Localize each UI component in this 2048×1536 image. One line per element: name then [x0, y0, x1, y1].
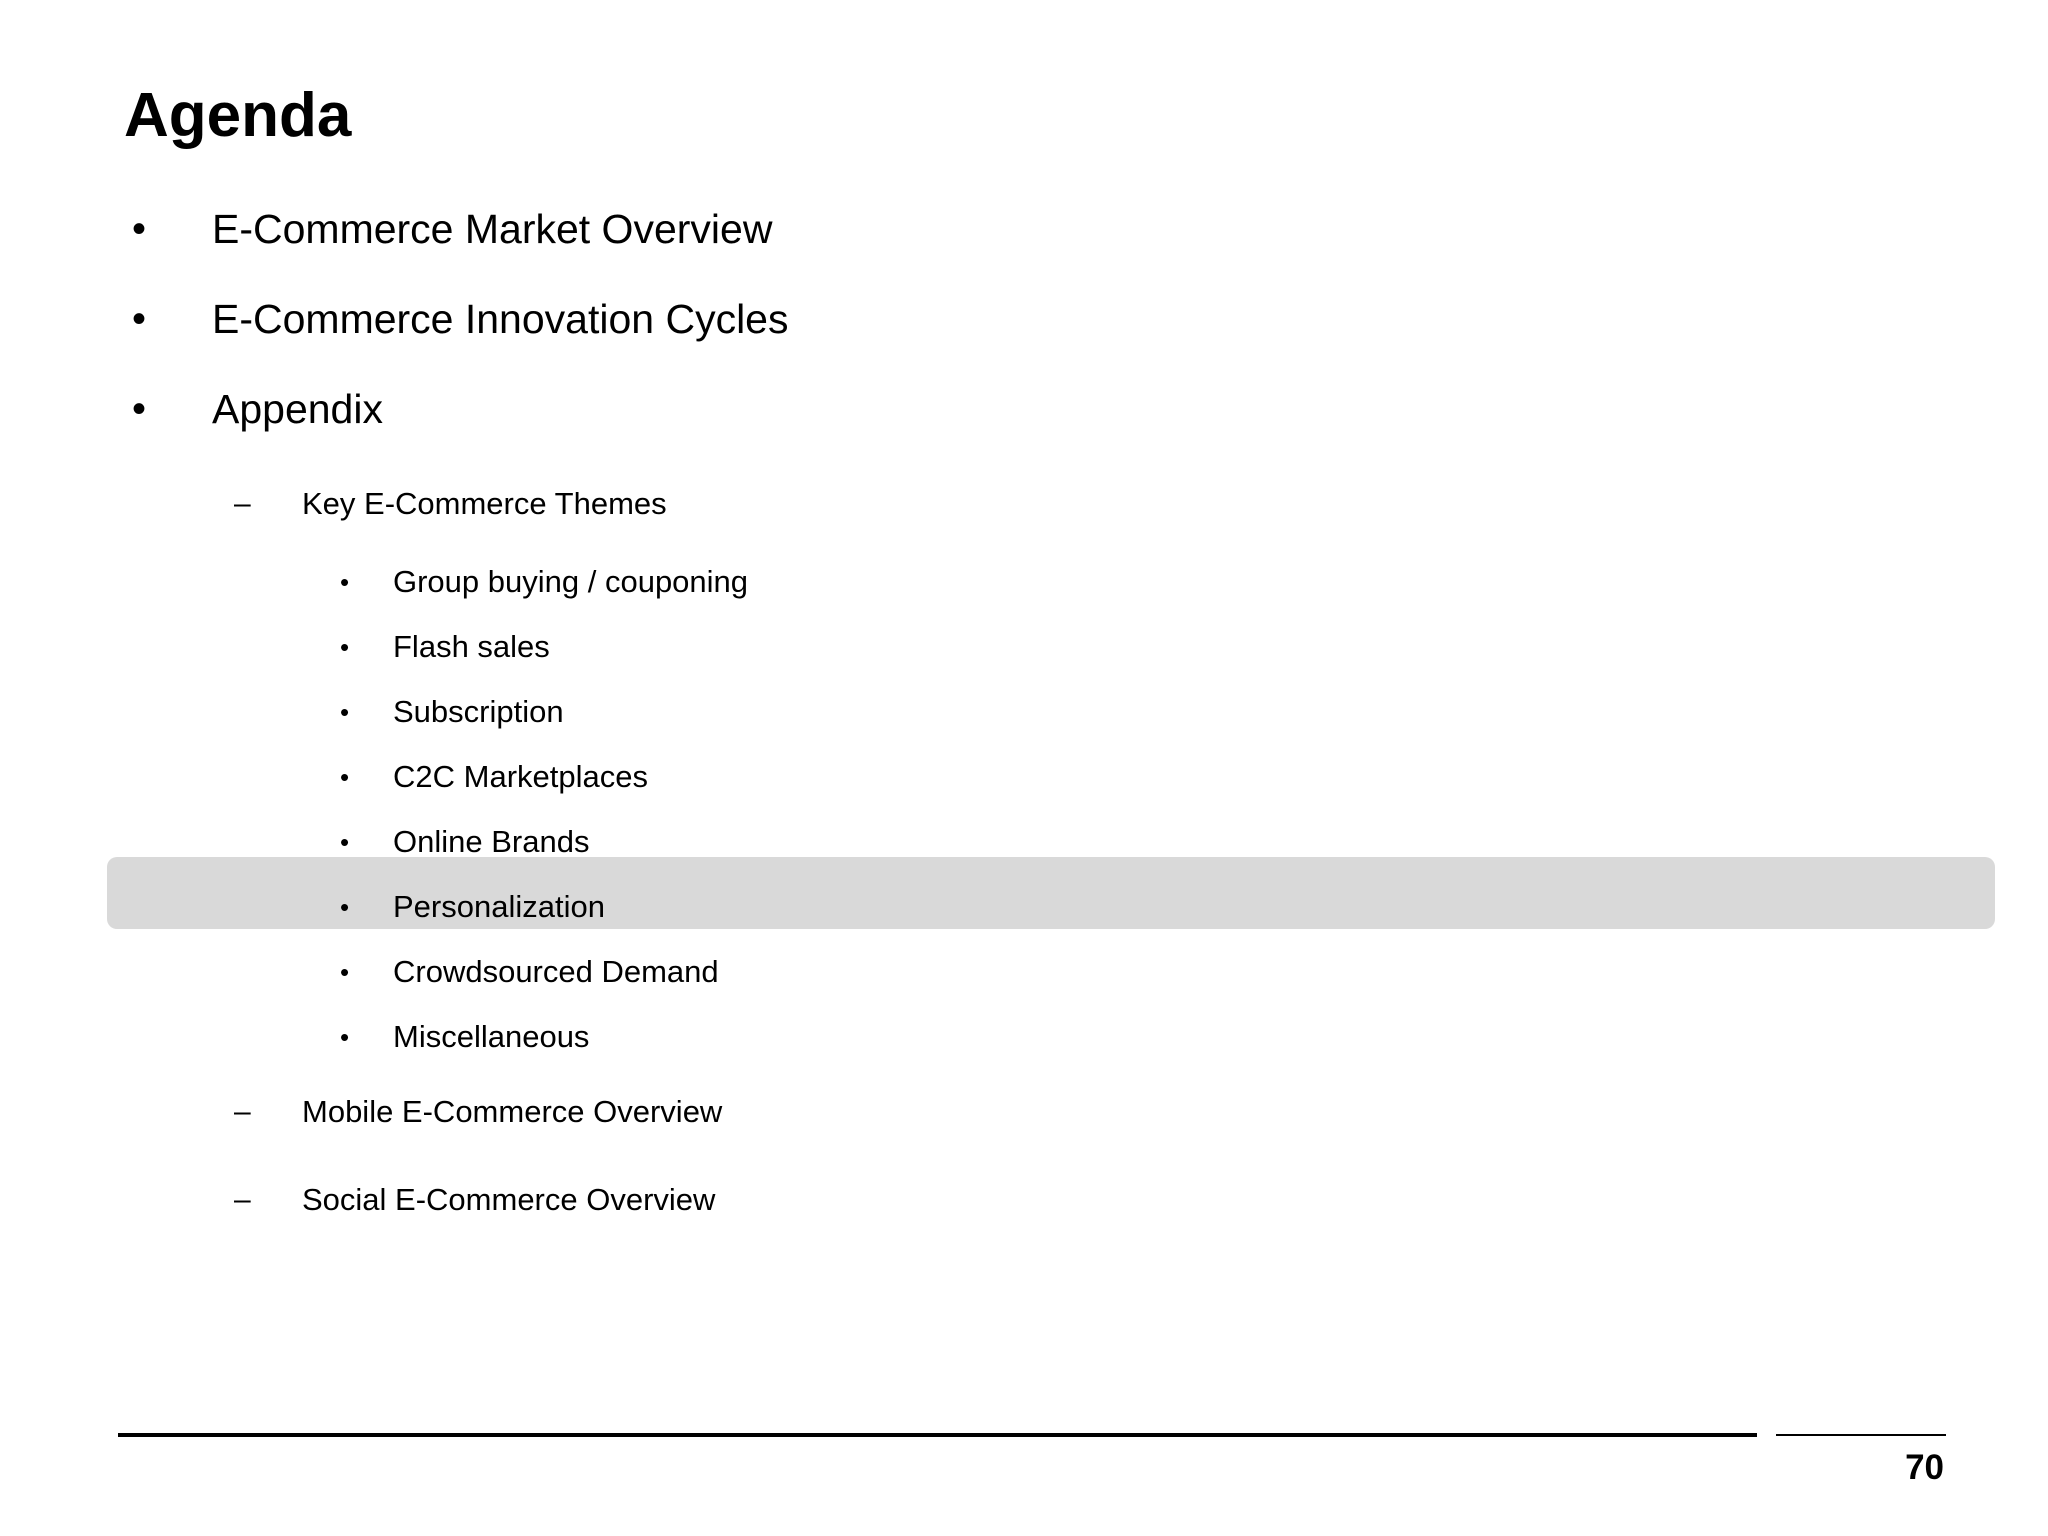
- bullet-icon: •: [340, 1022, 350, 1052]
- bullet-icon: •: [340, 697, 350, 727]
- theme-item-label: Crowdsourced Demand: [393, 954, 719, 989]
- theme-item-label: Subscription: [393, 694, 564, 729]
- theme-item-label: C2C Marketplaces: [393, 759, 648, 794]
- bullet-icon: •: [132, 207, 147, 251]
- appendix-item-label: Key E-Commerce Themes: [302, 486, 667, 521]
- bullet-icon: •: [132, 387, 147, 431]
- agenda-item-label: Appendix: [212, 386, 383, 432]
- theme-item-label: Online Brands: [393, 824, 590, 859]
- footer-rule: [118, 1433, 1757, 1437]
- theme-item-label: Personalization: [393, 889, 605, 924]
- bullet-icon: •: [340, 957, 350, 987]
- dash-icon: –: [234, 1183, 251, 1216]
- bullet-icon: •: [340, 762, 350, 792]
- theme-item-label: Flash sales: [393, 629, 550, 664]
- page-number-rule: [1776, 1434, 1946, 1436]
- page-number: 70: [1905, 1448, 1944, 1487]
- agenda-item-label: E-Commerce Innovation Cycles: [212, 296, 789, 342]
- bullet-icon: •: [340, 567, 350, 597]
- current-section-highlight: [107, 857, 1995, 929]
- theme-item-label: Group buying / couponing: [393, 564, 749, 599]
- appendix-item-label: Social E-Commerce Overview: [302, 1182, 716, 1217]
- bullet-icon: •: [340, 892, 350, 922]
- appendix-item-label: Mobile E-Commerce Overview: [302, 1094, 723, 1129]
- bullet-icon: •: [340, 827, 350, 857]
- bullet-icon: •: [340, 632, 350, 662]
- page-title: Agenda: [124, 81, 352, 150]
- bullet-icon: •: [132, 297, 147, 341]
- agenda-item-label: E-Commerce Market Overview: [212, 206, 773, 252]
- theme-item-label: Miscellaneous: [393, 1019, 590, 1054]
- dash-icon: –: [234, 1095, 251, 1128]
- dash-icon: –: [234, 487, 251, 520]
